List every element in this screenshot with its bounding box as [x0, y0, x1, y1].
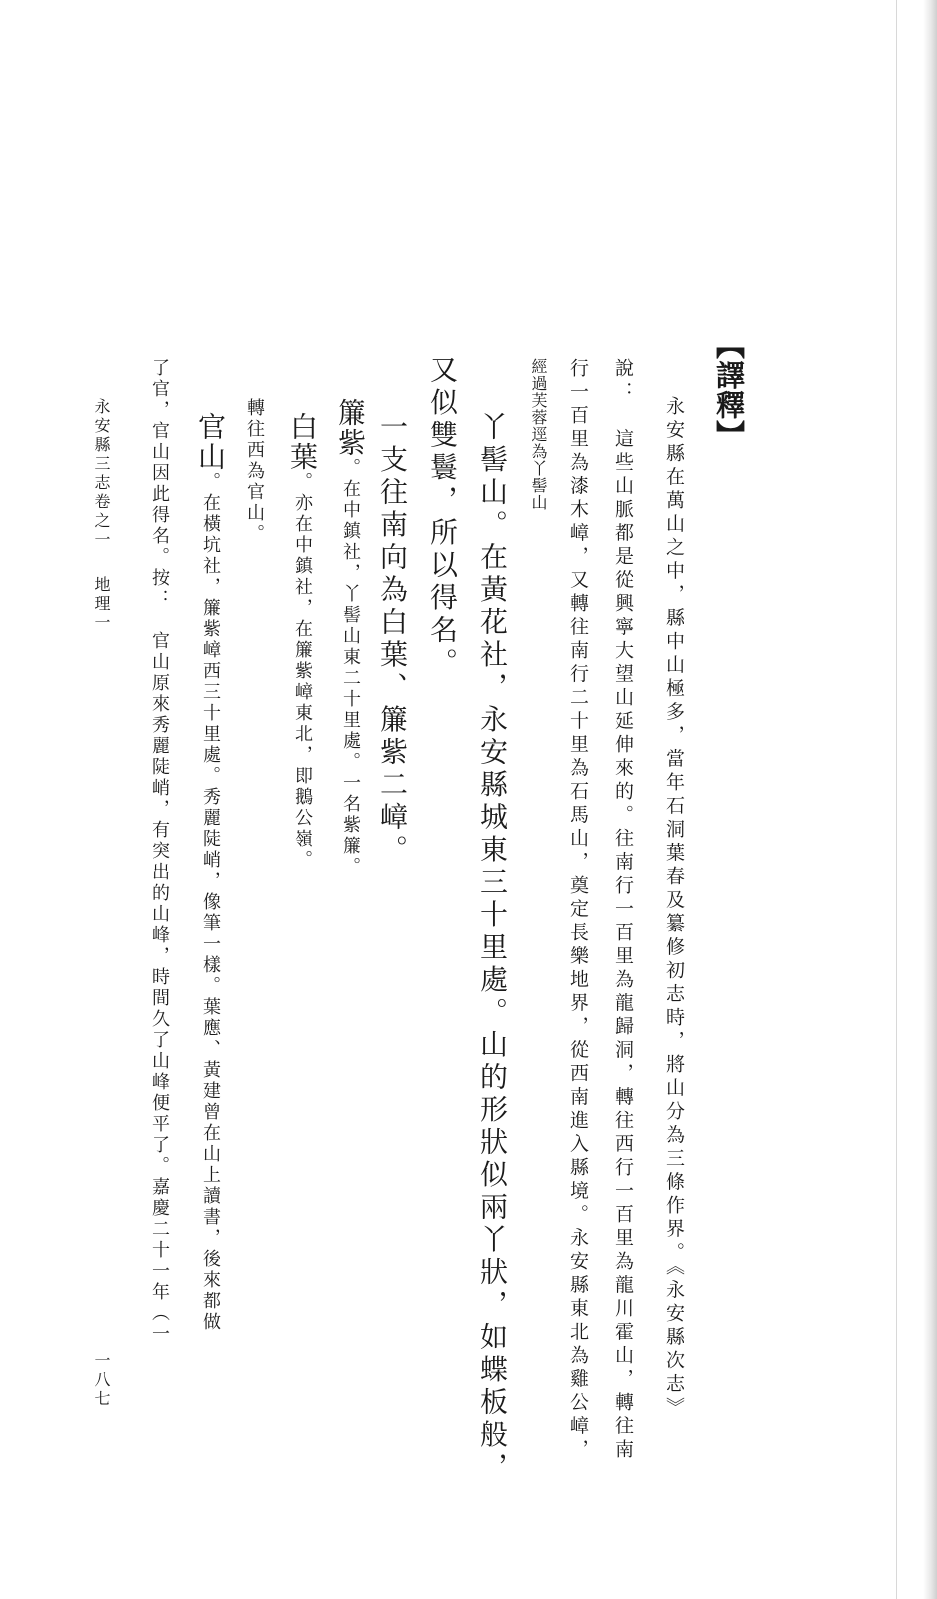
footer-section: 地理一: [92, 576, 111, 633]
entry-baiye-name: 白葉: [286, 412, 319, 472]
entry-guanshan-name: 官山: [194, 412, 227, 472]
section-heading: 【譯釋】: [712, 330, 746, 450]
entry-baiye: [286, 412, 319, 871]
entry-guanshan-line-2: 了官，官山因此得名。按： 官山原來秀麗陡峭，有突出的山峰，時間久了山峰便平了。嘉慶二十一年（一: [149, 358, 170, 1345]
page-number: 一八七: [92, 1352, 111, 1409]
page-edge-line: [896, 0, 897, 1599]
entry-lianzi: [334, 398, 367, 878]
entry-baiye-continuation: 轉往西為官山。: [244, 398, 265, 545]
translation-line-1: 永安縣在萬山之中，縣中山極多，當年石洞葉春及纂修初志時，將山分為三條作界。《永安縣次志》: [663, 396, 685, 1421]
entry-yajishan-name: 丫髻山: [476, 412, 509, 510]
entry-guanshan-text: 。在橫坑社，簾紫嶂西三十里處。秀麗陡峭，像筆一樣。葉應、黃建曾在山上讀書，後來都做: [200, 472, 221, 1333]
translation-line-2: 說： 這些山脈都是從興寧大望山延伸來的。往南行一百里為龍歸洞，轉往西行一百里為龍川霍山，轉往南: [612, 358, 634, 1463]
translation-line-4: 經過芙蓉逕為丫髻山: [529, 358, 548, 511]
footer-book: 永安縣三志卷之一: [92, 398, 111, 550]
entry-guanshan: [194, 412, 227, 1333]
entry-yajishan-line-3: 一支往南向為白葉、簾紫二嶂。: [376, 412, 409, 867]
entry-yajishan: [476, 412, 509, 1485]
page-edge-shadow: [923, 0, 937, 1599]
entry-lianzi-text: 。在中鎮社，丫髻山東二十里處。一名紫簾。: [340, 458, 361, 878]
entry-yajishan-line-2: 又似雙鬟，所以得名。: [426, 355, 459, 680]
entry-yajishan-text: 。在黃花社，永安縣城東三十里處。山的形狀似兩丫狀，如蝶板般，: [476, 509, 509, 1485]
entry-lianzi-name: 簾紫: [334, 398, 367, 458]
translation-line-3: 行一百里為漆木嶂，又轉往南行二十里為石馬山，奠定長樂地界，從西南進入縣境。永安縣東北為雞公嶂，: [567, 358, 589, 1463]
footer-book-title: [93, 398, 109, 633]
entry-baiye-text: 。亦在中鎮社，在簾紫嶂東北，即鵝公嶺。: [292, 472, 313, 871]
